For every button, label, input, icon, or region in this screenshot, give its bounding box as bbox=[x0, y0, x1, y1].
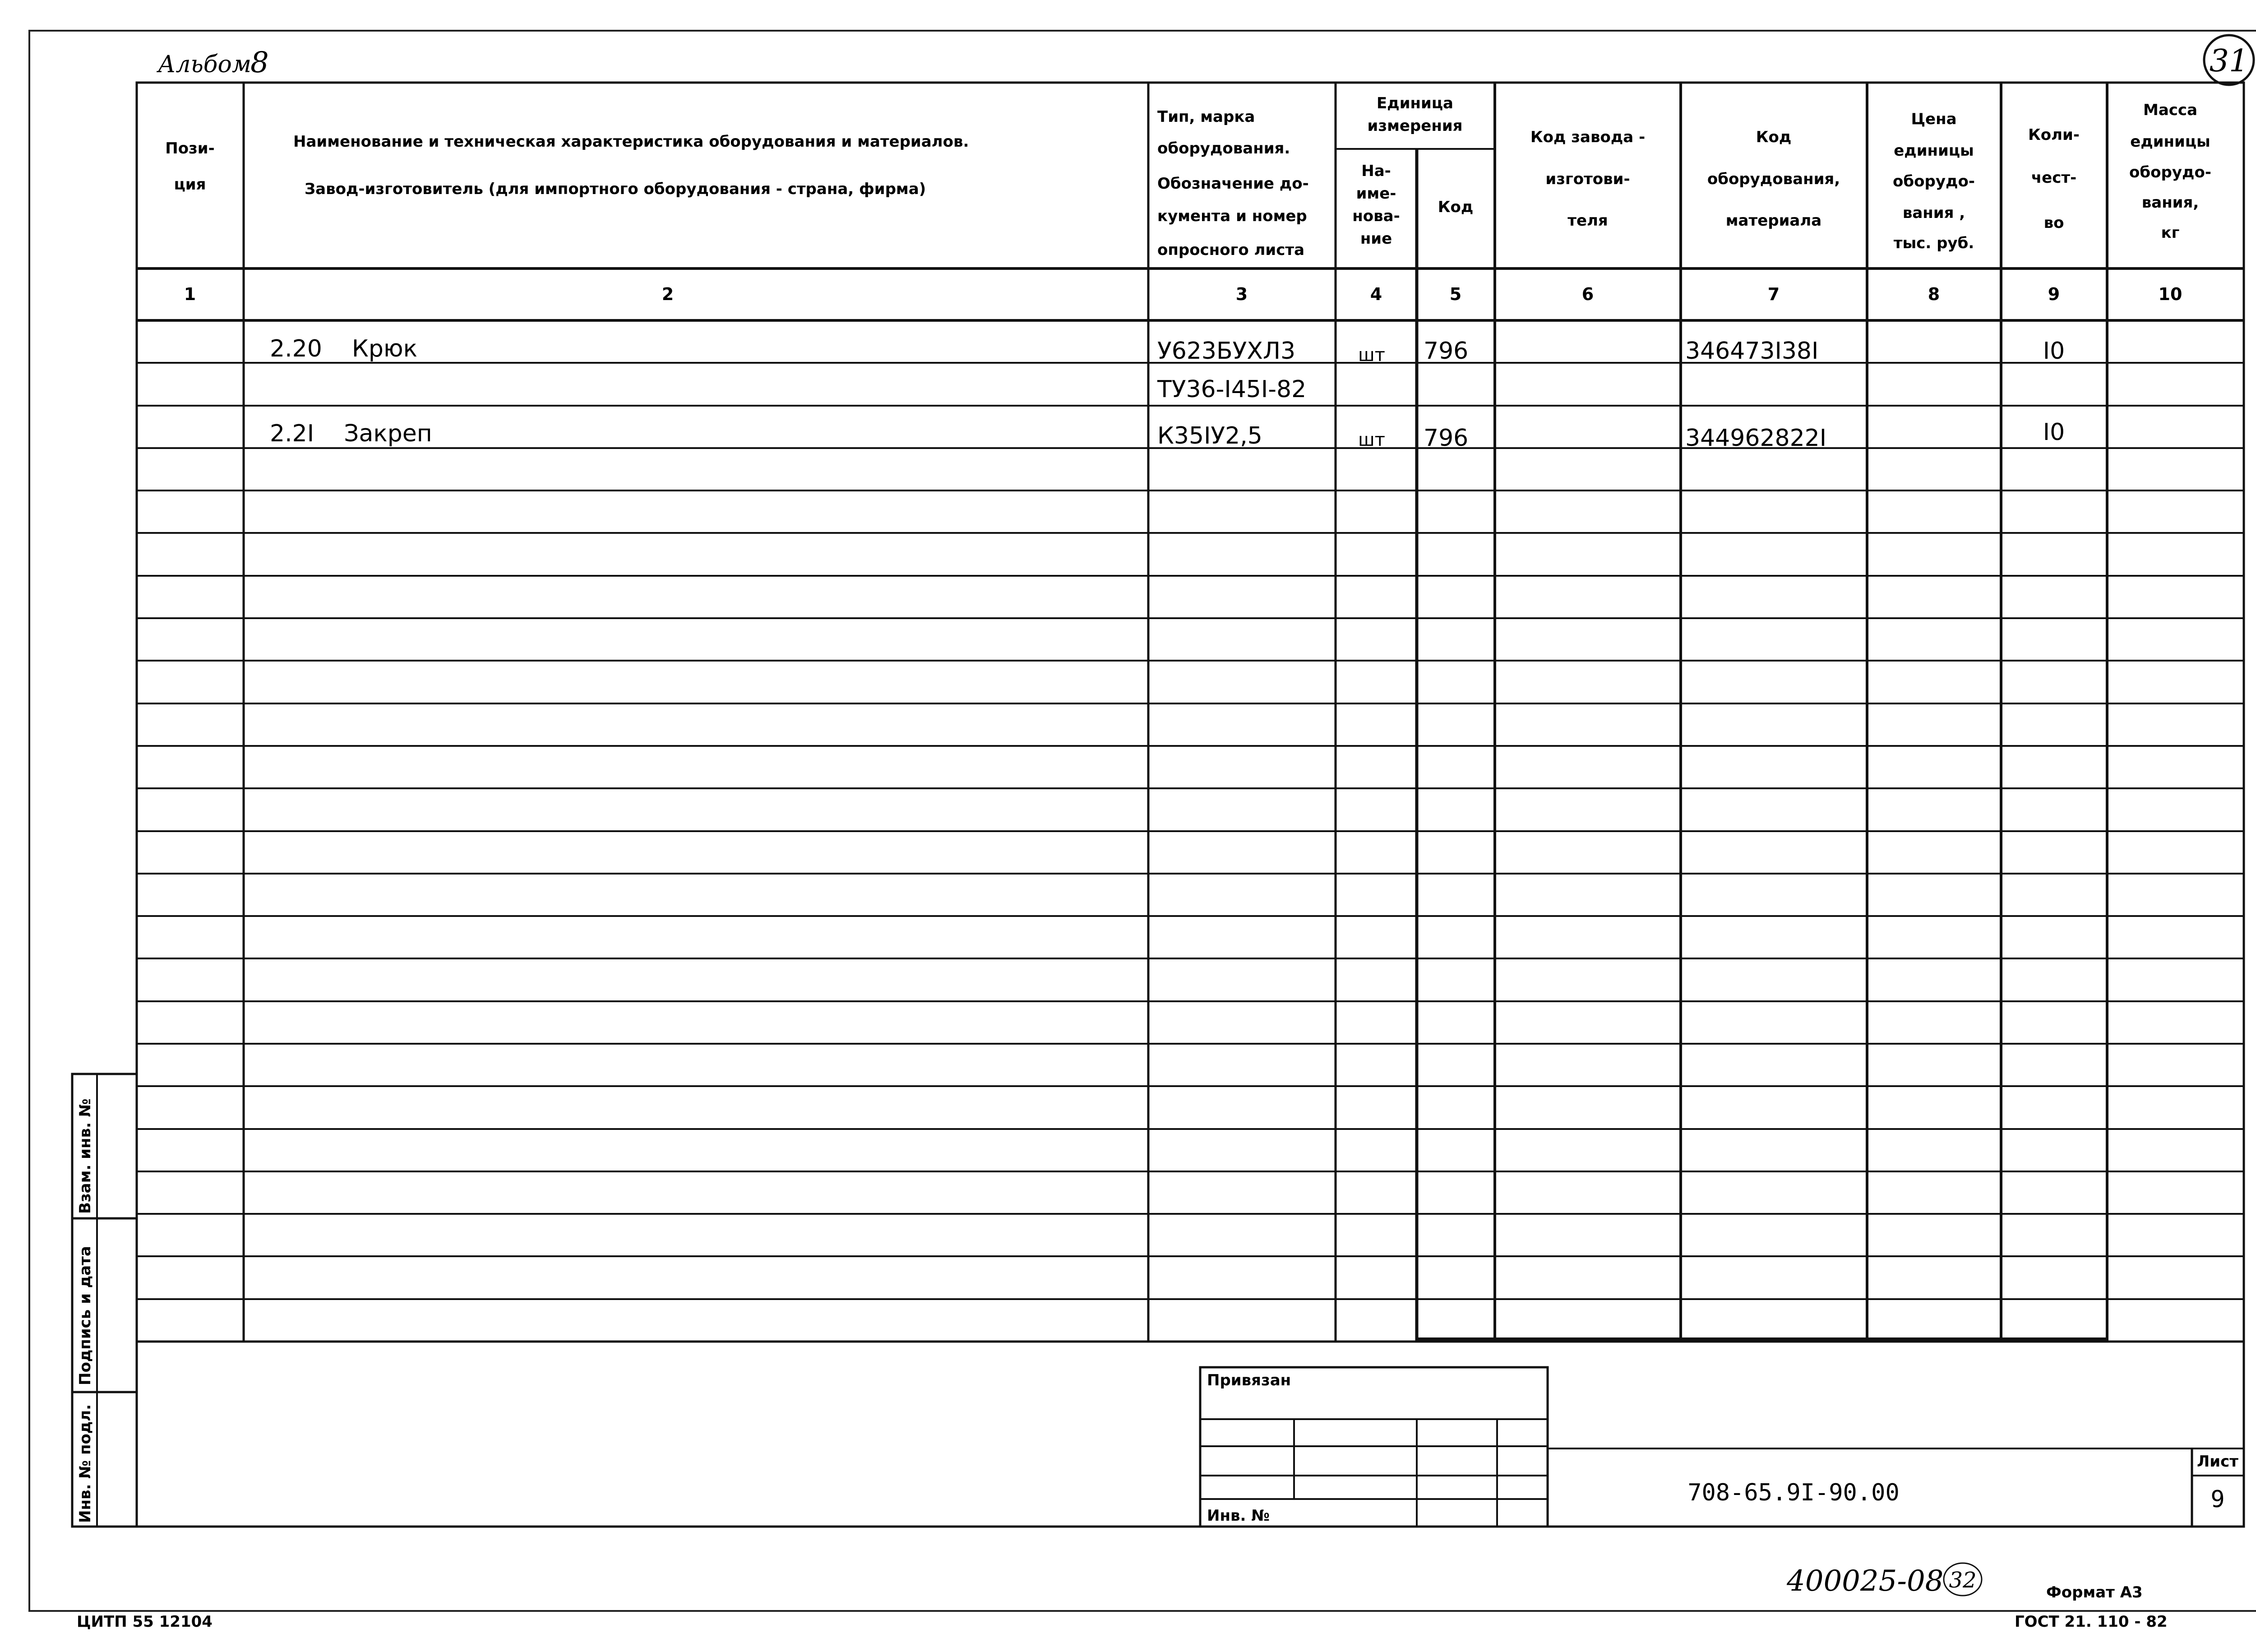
header-factory-code bbox=[1530, 128, 1645, 230]
cell-unit: шт bbox=[1358, 345, 1385, 366]
svg-text:Масса: Масса bbox=[2143, 101, 2198, 119]
column-number: 5 bbox=[1449, 284, 1462, 304]
column-number: 8 bbox=[1928, 284, 1940, 304]
svg-text:31: 31 bbox=[2209, 43, 2249, 79]
svg-text:вания ,: вания , bbox=[1902, 204, 1965, 222]
footer bbox=[77, 1563, 2168, 1631]
signature-date-label: Подпись и дата bbox=[76, 1246, 94, 1385]
svg-text:кумента и номер: кумента и номер bbox=[1157, 207, 1307, 225]
sheet-number: 9 bbox=[2210, 1486, 2225, 1513]
table-row bbox=[270, 419, 2065, 452]
cell-equipment-code: 346473I38I bbox=[1685, 338, 1819, 365]
header-quantity bbox=[2028, 126, 2080, 232]
table-row bbox=[1157, 376, 1306, 403]
specification-table bbox=[137, 83, 2244, 1342]
cell-unit: шт bbox=[1358, 430, 1385, 450]
cell-name: 2.2I Закреп bbox=[270, 420, 432, 447]
page-number-circle bbox=[2204, 35, 2254, 85]
column-number: 7 bbox=[1767, 284, 1780, 304]
format-label: Формат А3 bbox=[2046, 1583, 2143, 1601]
table-row bbox=[270, 335, 2065, 366]
column-number: 2 bbox=[661, 284, 674, 304]
cell-type: ТУ36-I45I-82 bbox=[1157, 376, 1307, 403]
header-equipment-code bbox=[1707, 128, 1840, 230]
svg-text:Цена: Цена bbox=[1911, 110, 1957, 128]
svg-text:вания,: вания, bbox=[2141, 194, 2199, 212]
svg-text:оборудования,: оборудования, bbox=[1707, 170, 1840, 188]
document-code: 708-65.9I-90.00 bbox=[1687, 1479, 1900, 1506]
cell-unit-code: 796 bbox=[1424, 338, 1469, 365]
cell-equipment-code: 344962822I bbox=[1685, 425, 1827, 452]
sheet-label: Лист bbox=[2197, 1453, 2238, 1471]
bound-label: Привязан bbox=[1207, 1371, 1291, 1389]
cell-quantity: I0 bbox=[2043, 419, 2065, 446]
svg-text:во: во bbox=[2043, 214, 2064, 232]
cell-name: 2.20 Крюк bbox=[270, 335, 418, 362]
svg-text:единицы: единицы bbox=[1894, 142, 1974, 160]
svg-text:оборудо-: оборудо- bbox=[1893, 172, 1975, 190]
inventory-label: Инв. № bbox=[1207, 1507, 1270, 1525]
svg-text:тыс. руб.: тыс. руб. bbox=[1893, 234, 1974, 252]
svg-text:нова-: нова- bbox=[1352, 207, 1400, 225]
table-body bbox=[270, 335, 2065, 452]
svg-text:ние: ние bbox=[1360, 230, 1392, 248]
svg-text:32: 32 bbox=[1949, 1568, 1977, 1593]
svg-text:Код: Код bbox=[1438, 198, 1474, 216]
header-mass bbox=[2129, 101, 2211, 242]
album-label: Альбом bbox=[158, 51, 251, 78]
title-block bbox=[137, 1342, 2244, 1527]
cell-unit-code: 796 bbox=[1424, 425, 1469, 452]
header-type bbox=[1157, 108, 1309, 259]
header-name bbox=[293, 133, 969, 198]
cell-type: К35IУ2,5 bbox=[1157, 422, 1262, 449]
svg-text:кг: кг bbox=[2161, 224, 2180, 242]
small-circle-number bbox=[1944, 1563, 1982, 1596]
svg-text:материала: материала bbox=[1725, 212, 1822, 230]
header-unit-code bbox=[1438, 198, 1474, 216]
svg-text:теля: теля bbox=[1567, 212, 1608, 230]
header-unit-name bbox=[1352, 162, 1400, 248]
header-unit-group bbox=[1368, 94, 1463, 135]
svg-text:На-: На- bbox=[1361, 162, 1391, 180]
svg-text:Тип, марка: Тип, марка bbox=[1157, 108, 1255, 126]
column-number: 6 bbox=[1581, 284, 1594, 304]
column-number: 9 bbox=[2048, 284, 2060, 304]
column-number: 1 bbox=[184, 284, 196, 304]
catalog-code: ЦИТП 55 12104 bbox=[77, 1613, 213, 1631]
column-number: 10 bbox=[2158, 284, 2182, 304]
svg-text:измерения: измерения bbox=[1367, 117, 1463, 135]
svg-text:ция: ция bbox=[174, 176, 206, 194]
album-number: 8 bbox=[250, 46, 269, 79]
header-price bbox=[1893, 110, 1975, 252]
svg-text:Наименование и техническая хар: Наименование и техническая характеристика оборудования и материалов. bbox=[293, 133, 969, 151]
column-number-row bbox=[184, 284, 2182, 304]
side-stamp bbox=[72, 1074, 137, 1527]
svg-text:име-: име- bbox=[1356, 185, 1396, 203]
replacement-inventory-label: Взам. инв. № bbox=[76, 1098, 94, 1214]
svg-text:Единица: Единица bbox=[1377, 94, 1453, 112]
standard-code: ГОСТ 21. 110 - 82 bbox=[2015, 1613, 2168, 1631]
svg-text:оборудования.: оборудования. bbox=[1157, 139, 1290, 157]
original-inventory-label: Инв. № подл. bbox=[76, 1404, 94, 1523]
svg-text:Завод-изготовитель (для импор: Завод-изготовитель (для импортного оборудования - страна, фирма) bbox=[305, 180, 926, 198]
svg-text:опросного листа: опросного листа bbox=[1157, 241, 1305, 259]
svg-text:изготови-: изготови- bbox=[1545, 170, 1630, 188]
svg-text:Коли-: Коли- bbox=[2028, 126, 2080, 144]
svg-text:оборудо-: оборудо- bbox=[2129, 163, 2211, 181]
svg-text:чест-: чест- bbox=[2031, 169, 2077, 187]
svg-text:Код завода -: Код завода - bbox=[1530, 128, 1646, 146]
svg-text:Код: Код bbox=[1756, 128, 1792, 146]
cell-type: У623БУХЛ3 bbox=[1157, 338, 1296, 365]
cell-quantity: I0 bbox=[2043, 338, 2065, 365]
table-header bbox=[165, 94, 2211, 259]
header-position bbox=[165, 139, 215, 194]
svg-text:Обозначение до-: Обозначение до- bbox=[1157, 175, 1309, 193]
svg-text:единицы: единицы bbox=[2130, 133, 2210, 151]
handwritten-number: 400025-08 bbox=[1787, 1564, 1944, 1598]
svg-text:Пози-: Пози- bbox=[165, 139, 215, 157]
column-number: 4 bbox=[1370, 284, 1382, 304]
column-number: 3 bbox=[1235, 284, 1248, 304]
